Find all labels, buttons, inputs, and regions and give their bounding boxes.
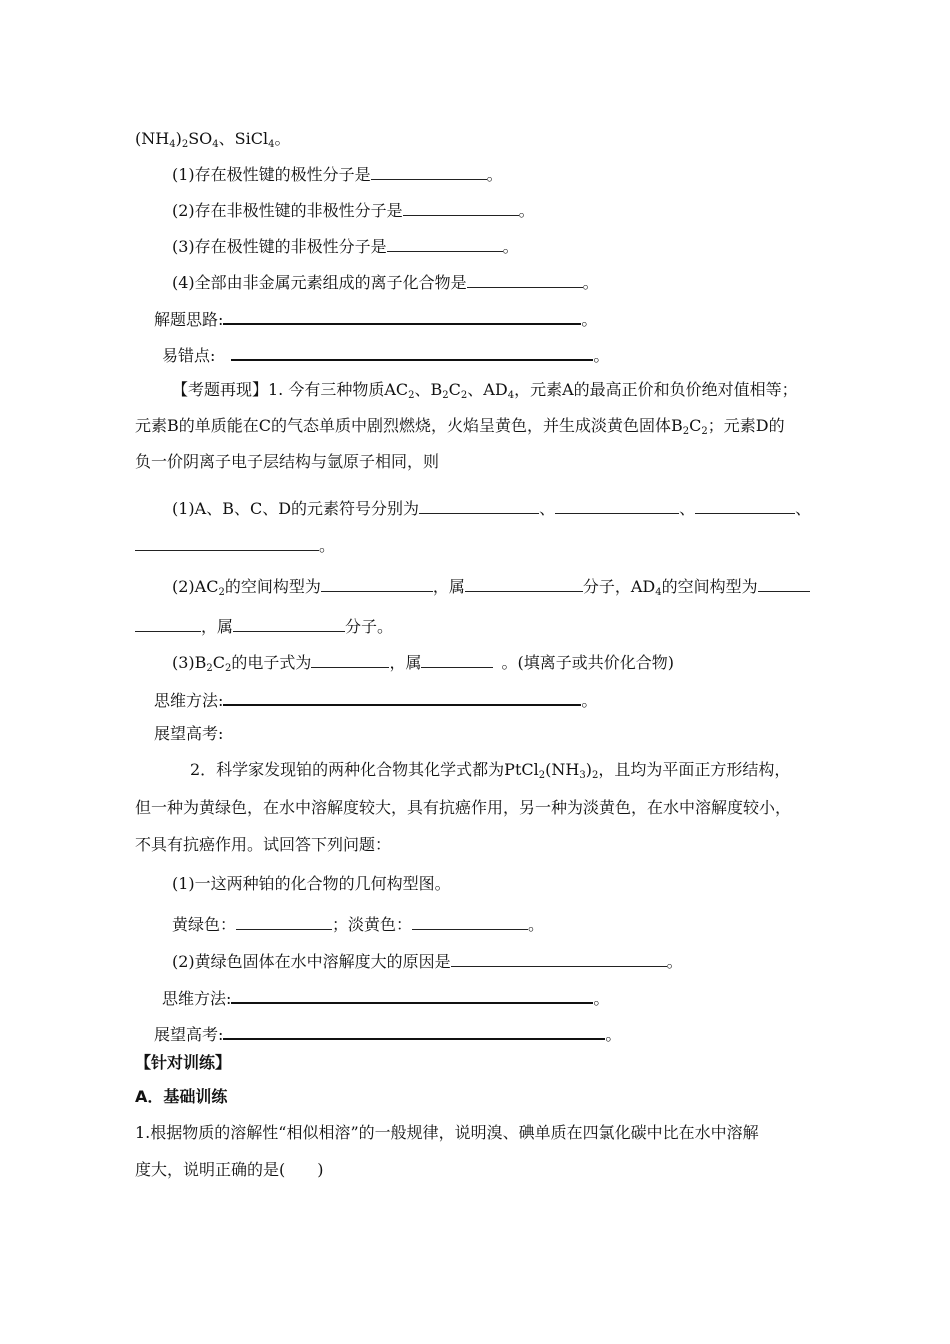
answer-blank[interactable]	[371, 163, 487, 180]
answer-blank[interactable]	[695, 497, 795, 514]
exam-problem-2-line3: 不具有抗癌作用。试回答下列问题：	[135, 835, 392, 854]
question-4: (4)全部由非金属元素组成的离子化合物是 。	[172, 273, 599, 292]
answer-blank[interactable]	[421, 651, 493, 668]
answer-blank[interactable]	[223, 307, 581, 325]
p2-question-1: (1)一这两种铂的化合物的几何构型图。	[172, 874, 451, 893]
exam-problem-2-line2: 但一种为黄绿色，在水中溶解度较大，具有抗癌作用，另一种为淡黄色，在水中溶解度较小，	[135, 798, 792, 817]
sub-question-1-line2: 。	[135, 534, 335, 557]
exam-problem-1-line2: 元素B的单质能在C的气态单质中剧烈燃烧，火焰呈黄色，并生成淡黄色固体$B_2C_2$；元素D的	[135, 416, 785, 437]
section-heading-training: 【针对训练】	[135, 1053, 232, 1072]
answer-blank[interactable]	[758, 575, 810, 592]
exam-problem-2: 2．科学家发现铂的两种化合物其化学式都为$PtCl_2(NH_3)_2$，且均为平面正方形结构，	[190, 760, 791, 781]
thinking-method-1: 思维方法: 。	[154, 688, 597, 712]
answer-blank[interactable]	[465, 575, 583, 592]
answer-blank[interactable]	[555, 497, 679, 514]
answer-blank[interactable]	[231, 986, 593, 1004]
answer-blank[interactable]	[311, 651, 389, 668]
outlook-2: 展望高考: 。	[154, 1022, 621, 1046]
answer-blank[interactable]	[223, 688, 581, 706]
answer-blank[interactable]	[403, 199, 519, 216]
formula-line: $(NH_4)_2SO_4$、SiCl$_4$。	[135, 129, 291, 150]
p2-question-1-answers: 黄绿色： ；淡黄色： 。	[172, 915, 545, 934]
answer-blank[interactable]	[387, 235, 503, 252]
question-1: (1)存在极性键的极性分子是 。	[172, 165, 503, 184]
answer-blank[interactable]	[321, 575, 433, 592]
answer-blank[interactable]	[236, 913, 332, 930]
answer-blank[interactable]	[135, 615, 201, 632]
answer-blank[interactable]	[231, 343, 593, 361]
sub-question-3: $(3)B_2C_2$的电子式为 ，属 。(填离子或共价化合物)	[172, 653, 674, 674]
error-prone: 易错点: 。	[162, 343, 609, 367]
sub-question-2-line2: ，属 分子。	[135, 615, 393, 638]
answer-blank[interactable]	[451, 950, 667, 967]
sub-question-2: $(2)AC_2$的空间构型为 ，属 分子，$AD_4$的空间构型为	[172, 575, 810, 598]
basic-question-1-line2: 度大，说明正确的是( )	[135, 1160, 324, 1179]
answer-blank[interactable]	[135, 534, 319, 551]
section-heading-basic: A．基础训练	[135, 1087, 228, 1106]
question-3: (3)存在极性键的非极性分子是 。	[172, 237, 519, 256]
sub-question-1: (1)A、B、C、D的元素符号分别为 、 、 、	[172, 499, 812, 518]
exam-problem-1: 【考题再现】1. 今有三种物质$AC_2$、$B_2C_2$、$AD_4$，元素A的最高正价和负价绝对值相等；	[172, 380, 798, 401]
answer-blank[interactable]	[223, 1022, 605, 1040]
answer-blank[interactable]	[419, 497, 539, 514]
outlook-1: 展望高考:	[154, 724, 224, 743]
thinking-method-2: 思维方法: 。	[162, 986, 609, 1010]
solution-idea: 解题思路: 。	[154, 307, 597, 331]
answer-blank[interactable]	[233, 615, 345, 632]
exam-problem-1-line3: 负一价阴离子电子层结构与氩原子相同，则	[135, 452, 440, 471]
basic-question-1: 1.根据物质的溶解性“相似相溶”的一般规律，说明溴、碘单质在四氯化碳中比在水中溶解	[135, 1123, 759, 1142]
question-2: (2)存在非极性键的非极性分子是 。	[172, 201, 535, 220]
answer-blank[interactable]	[412, 913, 528, 930]
answer-blank[interactable]	[467, 271, 583, 288]
p2-question-2: (2)黄绿色固体在水中溶解度大的原因是 。	[172, 952, 683, 971]
